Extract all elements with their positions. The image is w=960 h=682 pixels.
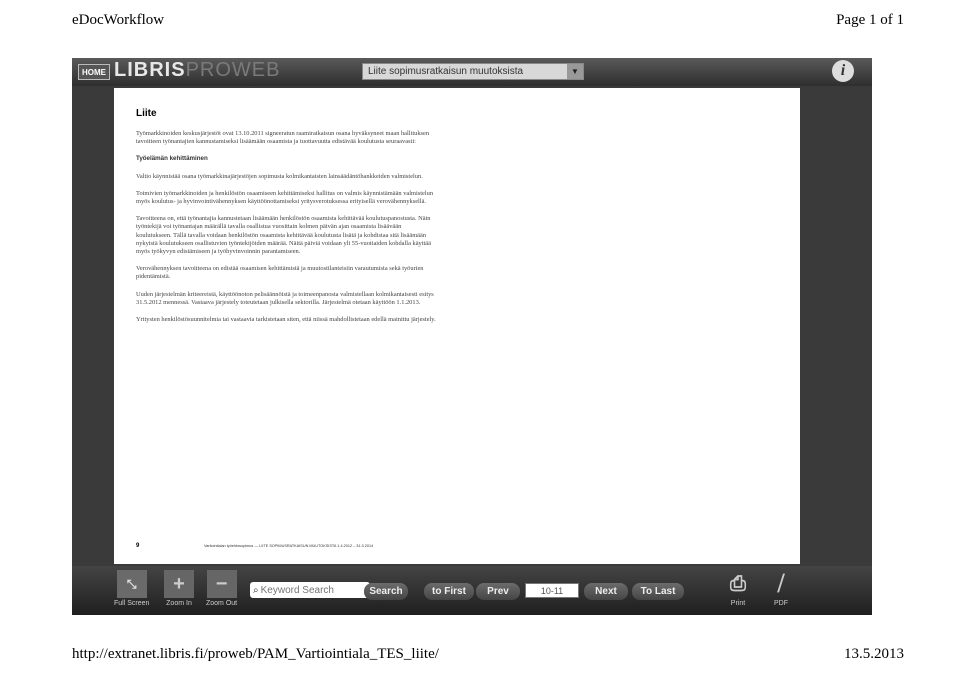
page-number: 9 <box>136 543 140 549</box>
plus-icon: + <box>164 570 194 598</box>
paragraph: Valtio käynnistää osana työmarkkinajärjestöjen sopimusta kolmikantaisten lainsäädäntöhankkeiden valmistelun. <box>136 172 423 180</box>
pdf-label: PDF <box>774 600 788 607</box>
app-logo <box>114 59 280 82</box>
page-title: Liite <box>136 108 157 119</box>
search-button[interactable]: Search <box>364 583 408 600</box>
bottom-toolbar <box>72 566 872 615</box>
print-footer-url: http://extranet.libris.fi/proweb/PAM_Vartiointiala_TES_liite/ <box>72 646 439 662</box>
document-page <box>114 88 800 564</box>
info-icon[interactable]: i <box>832 60 854 82</box>
paragraph: Toimivien työmarkkinoiden ja henkilöstön osaamiseen kehittämiseksi hallitus on valmis käynnistämään valmistelun myös koulutus- ja hyvinvointivähennyksen käyttöönottamiseksi yritysverotuksessa erityisellä verovähennyksellä. <box>136 189 434 206</box>
zoom-in-label: Zoom In <box>166 600 192 607</box>
print-label: Print <box>730 600 746 607</box>
logo-main: LIBRIS <box>114 59 186 81</box>
keyword-search-input[interactable] <box>261 585 356 596</box>
zoom-in-button[interactable] <box>164 570 194 607</box>
chevron-down-icon[interactable]: ▼ <box>567 64 583 79</box>
print-header-title: eDocWorkflow <box>72 12 165 28</box>
to-first-button[interactable]: to First <box>424 583 474 600</box>
full-screen-button[interactable] <box>114 570 149 607</box>
next-button[interactable]: Next <box>584 583 628 600</box>
paragraph: Uuden järjestelmän kriteereistä, käyttöönoton pelisäännöistä ja toimeenpanosta valmistellaan kolmikantaisesti esitys 31.5.2012 mennessä. Vastaava järjestely toteutetaan julkisella sektorilla. Järjestelmä otetaan käyttöön 1.1.2013. <box>136 290 434 306</box>
page-body <box>136 130 436 333</box>
print-button[interactable] <box>723 570 753 607</box>
paragraph: Tavoitteena on, että työnantajia kannustetaan lisäämään henkilöstön osaamista kehittävää koulutuspanostusta. Näin työntekijä voi työnantajan määrällä tavalla osallistua vuosittain kolmen päivän ajan osaamista lisäävään koulutukseen. Tällä tavalla voidaan henkilöstön osaamista kehittävää koulutusta lisätä ja kohdistaa sitä lisäämään nykyistä koulutukseen osallistuvien työntekijöiden määrää. Näitä päiviä voidaan yli 55-vuotiaiden kohdalla käyttää myös työkyvyn edistämiseen ja työhyvinvoinnin parantamiseen. <box>136 215 431 256</box>
paragraph: Yritysten henkilöstösuunnitelmia tai vastaavia tarkistetaan siten, että niissä mahdollistetaan edellä mainittu järjestely. <box>136 316 436 324</box>
prev-button[interactable]: Prev <box>476 583 520 600</box>
document-select[interactable] <box>362 63 584 80</box>
minus-icon: − <box>207 570 237 598</box>
zoom-out-label: Zoom Out <box>206 600 238 607</box>
subheading: Työelämän kehittäminen <box>136 155 208 163</box>
print-footer-date: 13.5.2013 <box>844 646 904 662</box>
pdf-button[interactable] <box>766 570 796 607</box>
logo-light: PROWEB <box>185 59 281 81</box>
app-frame <box>72 58 872 615</box>
page-range-field[interactable]: 10-11 <box>525 583 579 598</box>
zoom-out-button[interactable] <box>206 570 237 607</box>
to-last-button[interactable]: To Last <box>632 583 684 600</box>
paragraph: Verovähennyksen tavoitteena on edistää osaamisen kehittämistä ja muutostilanteisiin varautumista sekä työurien pidentämistä. <box>136 265 424 281</box>
printer-icon: ⎙ <box>730 572 746 595</box>
keyword-search-box[interactable] <box>250 582 370 598</box>
expand-icon: ⤡ <box>117 570 147 598</box>
search-icon: ⌕ <box>253 584 259 596</box>
pdf-icon: ⧸ <box>777 572 785 595</box>
document-viewer <box>72 86 872 566</box>
top-bar <box>72 58 872 86</box>
home-badge[interactable]: HOME <box>78 64 110 80</box>
paragraph: Työmarkkinoiden keskusjärjestöt ovat 13.10.2011 signeeratun raamiratkaisun osana hyväksyneet maan hallituksen tavoitteen työnantajien kannustamiseksi lisäämään osaamista ja tuottavuutta edistävää koulutusta seuraavasti: <box>136 130 430 146</box>
page-footnote: Vartiointialan työehtosopimus — LIITE SOPIMUSRATKAISUN MUUTOKSISTA 1.4.2012 – 31.3.2014 <box>204 544 374 548</box>
full-screen-label: Full Screen <box>114 600 150 607</box>
print-header-page: Page 1 of 1 <box>836 12 904 28</box>
document-select-value: Liite sopimusratkaisun muutoksista <box>368 66 524 77</box>
